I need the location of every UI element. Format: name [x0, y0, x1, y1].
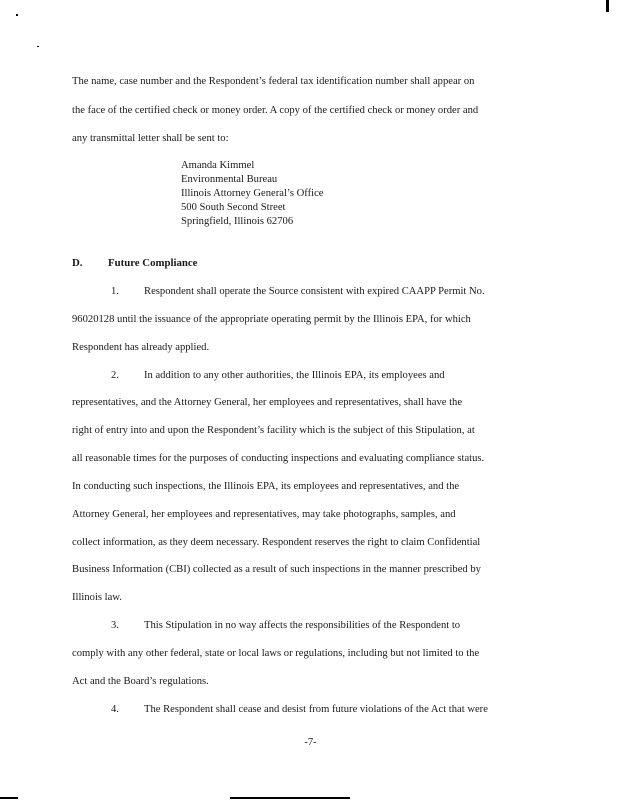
paragraph-3-first-line: This Stipulation in no way affects the responsibilities of the Respondent to — [144, 620, 461, 631]
intro-line-2: the face of the certified check or money order. A copy of the certified check or money order and — [72, 105, 479, 116]
paragraph-2-line-6: Attorney General, her employees and representatives, may take photographs, samples, and — [72, 509, 456, 520]
paragraph-1-line-3: Respondent has already applied. — [72, 342, 210, 353]
scan-mark-bottom-left — [0, 797, 18, 799]
paragraph-3-line-3: Act and the Board’s regulations. — [72, 676, 209, 687]
paragraph-1-line-2: 96020128 until the issuance of the appropriate operating permit by the Illinois EPA, for which — [72, 314, 471, 325]
scan-mark-top-left — [16, 14, 18, 16]
section-title: Future Compliance — [108, 257, 198, 269]
paragraph-2-line-7: collect information, as they deem necessary. Respondent reserves the right to claim Confidential — [72, 537, 481, 548]
intro-line-1: The name, case number and the Respondent’s federal tax identification number shall appear on — [72, 76, 475, 87]
paragraph-2-line-4: all reasonable times for the purposes of conducting inspections and evaluating compliance status. — [72, 453, 485, 464]
paragraph-2-line-5: In conducting such inspections, the Illinois EPA, its employees and representatives, and the — [72, 481, 460, 492]
address-line-bureau: Environmental Bureau — [181, 174, 278, 185]
paragraph-3-number: 3. — [111, 620, 119, 631]
paragraph-2-first-line: In addition to any other authorities, the Illinois EPA, its employees and — [144, 370, 445, 381]
paragraph-4-first-line: The Respondent shall cease and desist from future violations of the Act that were — [144, 704, 488, 715]
paragraph-1-number: 1. — [111, 286, 119, 297]
paragraph-2-line-2: representatives, and the Attorney General, her employees and representatives, shall have the — [72, 397, 463, 408]
scan-mark-left — [37, 46, 39, 47]
scan-mark-top-right — [606, 0, 609, 12]
address-line-city: Springfield, Illinois 62706 — [181, 216, 294, 227]
address-line-office: Illinois Attorney General’s Office — [181, 188, 324, 199]
paragraph-3-line-2: comply with any other federal, state or local laws or regulations, including but not limited to the — [72, 648, 480, 659]
paragraph-2-line-3: right of entry into and upon the Respondent’s facility which is the subject of this Stipulation, at — [72, 425, 475, 436]
scan-mark-bottom — [230, 797, 350, 799]
paragraph-2-line-8: Business Information (CBI) collected as a result of such inspections in the manner prescribed by — [72, 564, 481, 575]
address-line-street: 500 South Second Street — [181, 202, 286, 213]
section-letter: D. — [72, 257, 83, 269]
paragraph-1-first-line: Respondent shall operate the Source consistent with expired CAAPP Permit No. — [144, 286, 485, 297]
page-number: -7- — [304, 737, 317, 748]
paragraph-4-number: 4. — [111, 704, 119, 715]
paragraph-2-number: 2. — [111, 370, 119, 381]
paragraph-2-line-9: Illinois law. — [72, 592, 122, 603]
address-line-name: Amanda Kimmel — [181, 160, 255, 171]
intro-line-3: any transmittal letter shall be sent to: — [72, 133, 229, 144]
